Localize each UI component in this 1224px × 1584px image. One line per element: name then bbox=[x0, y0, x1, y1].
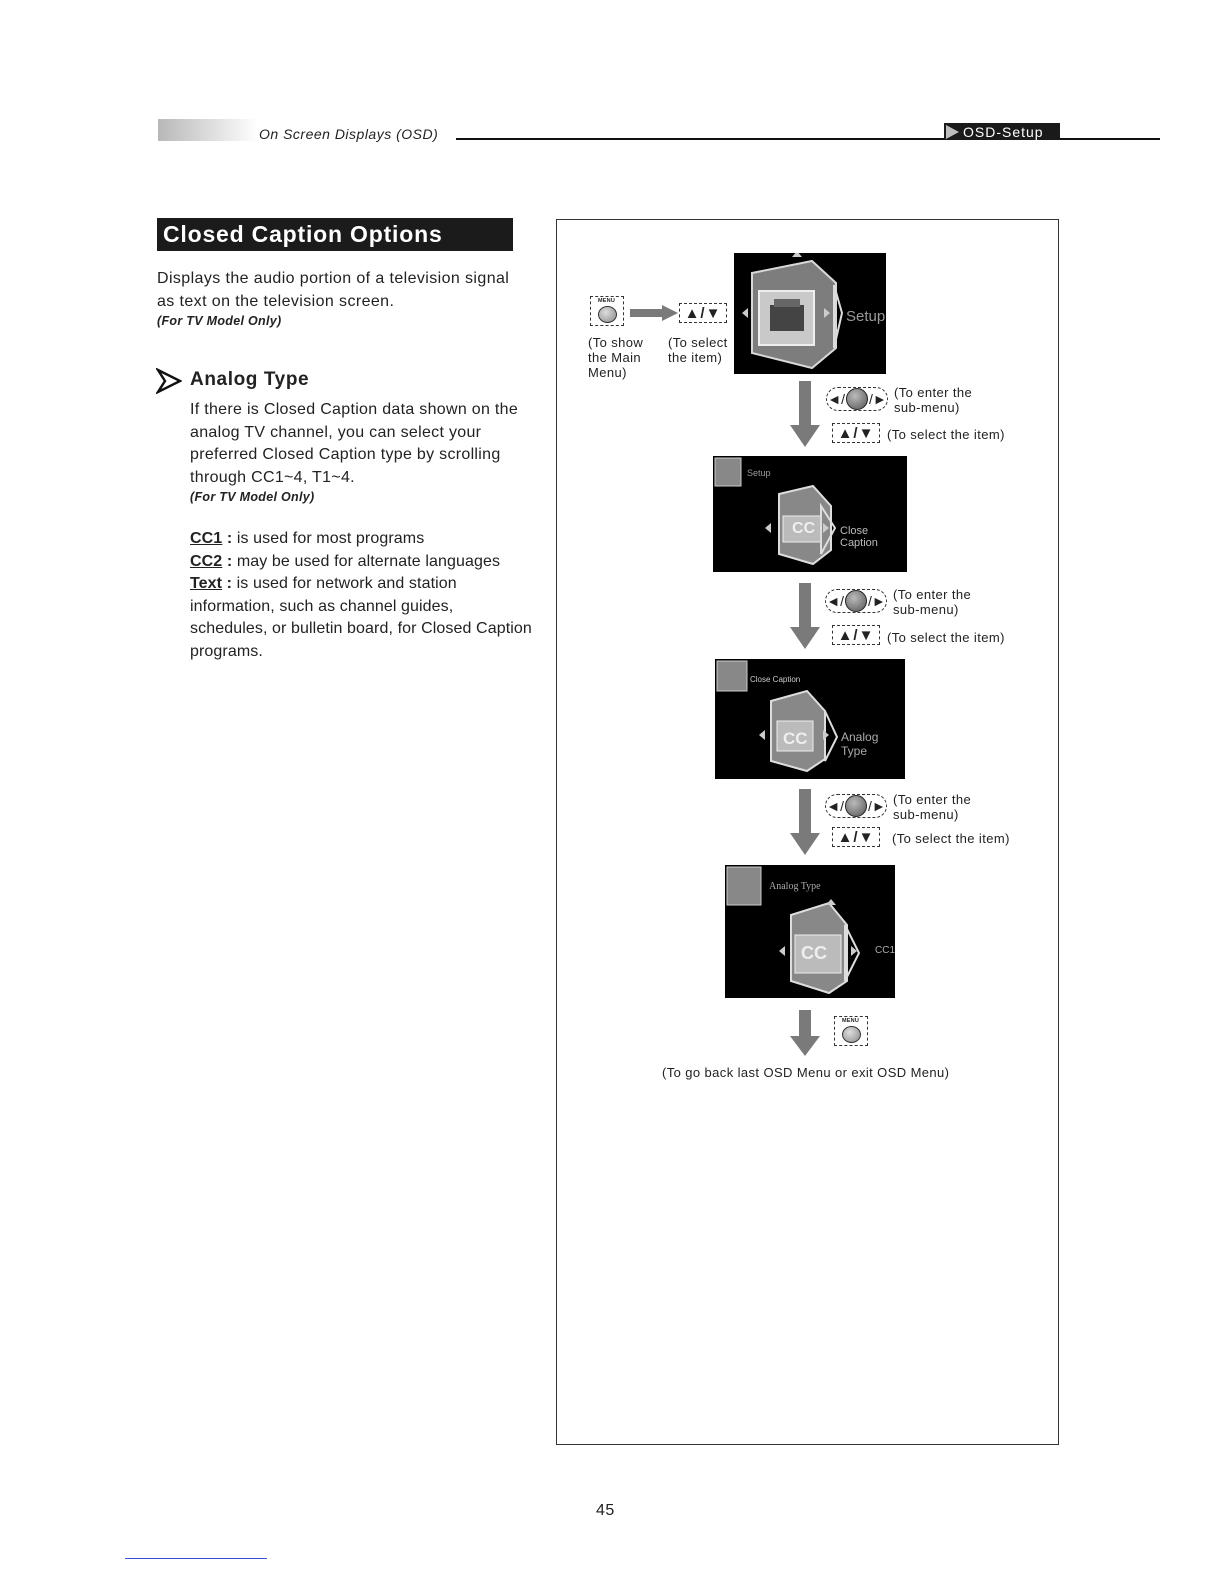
header-rule bbox=[456, 138, 944, 140]
subheading-analog-type: Analog Type bbox=[190, 369, 310, 390]
osd-cc-center-2: CC bbox=[783, 729, 808, 748]
osd-screen-setup bbox=[734, 253, 886, 374]
definition-cc1: CC1 : is used for most programs bbox=[190, 530, 425, 547]
osd-analog-type-label: Analog Type bbox=[841, 730, 879, 758]
header-gradient-bar bbox=[158, 119, 258, 141]
footer-link-line bbox=[125, 1558, 267, 1559]
osd-setup-label: Setup bbox=[846, 308, 886, 325]
osd-corner-setup: Setup bbox=[747, 468, 771, 478]
definition-text: Text : is used for network and station information, such as channel guides, schedules, or bulletin board, for Closed Caption programs. bbox=[190, 575, 532, 660]
osd-screen-analog-type bbox=[715, 659, 905, 779]
model-note: (For TV Model Only) bbox=[157, 314, 282, 328]
osd-cc1-label: CC1 bbox=[875, 945, 895, 956]
header-section-title: On Screen Displays (OSD) bbox=[259, 126, 439, 142]
enter-button: ◄/ /► bbox=[826, 387, 888, 411]
up-down-button-4: ▲/▼ bbox=[832, 827, 880, 847]
definition-cc2: CC2 : may be used for alternate languages bbox=[190, 552, 501, 570]
header-rule-right bbox=[1060, 138, 1160, 140]
arrow-down-icon-4 bbox=[790, 1010, 820, 1056]
caption-enter-submenu: (To enter the sub-menu) bbox=[894, 385, 973, 415]
caption-show-main-menu: (To show the Main Menu) bbox=[588, 335, 644, 380]
osd-cc-center: CC bbox=[792, 520, 816, 537]
osd-close-caption-label: Close Caption bbox=[840, 525, 878, 549]
caption-select-item-2: (To select the item) bbox=[887, 427, 1005, 442]
arrow-down-icon-2 bbox=[790, 583, 820, 649]
caption-select-item-4: (To select the item) bbox=[892, 831, 1010, 846]
enter-button-icon bbox=[846, 388, 868, 410]
osd-screen-close-caption bbox=[713, 456, 907, 572]
caption-select-item-3: (To select the item) bbox=[887, 630, 1005, 645]
osd-corner-analog-type: Analog Type bbox=[769, 881, 821, 892]
menu-button-back-icon bbox=[842, 1026, 861, 1043]
caption-enter-submenu-3: (To enter the sub-menu) bbox=[893, 792, 972, 822]
osd-cc-center-3: CC bbox=[801, 943, 827, 963]
up-down-button: ▲/▼ bbox=[679, 303, 727, 323]
pointer-arrow-icon bbox=[156, 368, 182, 394]
enter-button-icon-3 bbox=[845, 795, 867, 817]
enter-button-2: ◄/ /► bbox=[825, 589, 887, 613]
analog-type-body: If there is Closed Caption data shown on the analog TV channel, you can select your preferred Closed Caption type by scrolling through CC1~4, T1~4. bbox=[190, 401, 519, 486]
play-triangle-icon bbox=[946, 125, 959, 139]
caption-enter-submenu-2: (To enter the sub-menu) bbox=[893, 587, 972, 617]
osd-corner-close-caption: Close Caption bbox=[750, 675, 801, 684]
cc-cube-icon-2 bbox=[715, 659, 905, 779]
up-down-button-3: ▲/▼ bbox=[832, 625, 880, 645]
header-tag bbox=[944, 123, 1060, 140]
cc-cube-icon bbox=[713, 456, 907, 572]
arrow-down-icon-3 bbox=[790, 789, 820, 855]
menu-button: MENU bbox=[590, 296, 624, 326]
page-number: 45 bbox=[596, 1502, 615, 1519]
menu-button-icon bbox=[598, 306, 617, 323]
section-description: Displays the audio portion of a television signal as text on the television screen. bbox=[157, 270, 510, 310]
header-tag-label: OSD-Setup bbox=[963, 123, 1044, 140]
osd-screen-cc1 bbox=[725, 865, 895, 998]
section-title: Closed Caption Options bbox=[157, 218, 513, 251]
caption-select-item: (To select the item) bbox=[668, 335, 728, 365]
arrow-down-icon bbox=[790, 381, 820, 447]
model-note-2: (For TV Model Only) bbox=[190, 490, 315, 504]
up-down-button-2: ▲/▼ bbox=[832, 423, 880, 443]
caption-definitions bbox=[190, 528, 535, 663]
caption-go-back: (To go back last OSD Menu or exit OSD Menu) bbox=[662, 1065, 950, 1080]
enter-button-3: ◄/ /► bbox=[825, 794, 887, 818]
menu-button-back: MENU bbox=[834, 1016, 868, 1046]
arrow-right-icon bbox=[630, 305, 678, 321]
enter-button-icon-2 bbox=[845, 590, 867, 612]
